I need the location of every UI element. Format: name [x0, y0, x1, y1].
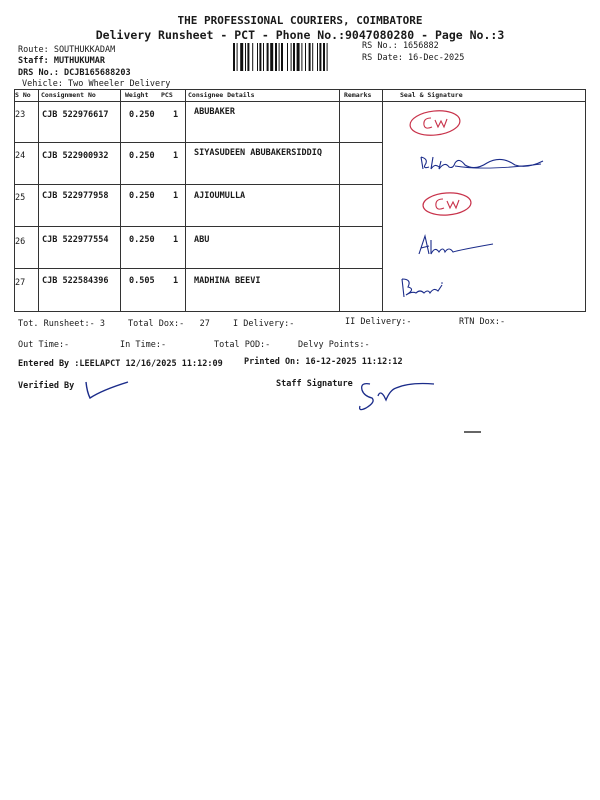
ii-delivery: II Delivery:- — [345, 317, 412, 327]
row-consignee: MADHINA BEEVI — [194, 276, 261, 286]
runsheet-subtitle: Delivery Runsheet - PCT - Phone No.:9047080280 - Page No.:3 — [95, 28, 505, 42]
delvy-points: Delvy Points:- — [298, 340, 370, 350]
row-consignment: CJB 522900932 — [42, 151, 109, 161]
row-pcs: 1 — [173, 110, 179, 120]
header-remarks: Remarks — [344, 91, 372, 99]
header-consignment: Consignment No — [41, 91, 96, 99]
row-consignment: CJB 522584396 — [42, 276, 109, 286]
barcode-image — [233, 43, 357, 71]
row-consignment: CJB 522977958 — [42, 191, 109, 201]
total-pod: Total POD:- — [214, 340, 271, 350]
entered-by: Entered By :LEELAPCT 12/16/2025 11:12:09 — [18, 359, 223, 369]
staff-signature-label: Staff Signature — [276, 379, 353, 389]
rtn-dox: RTN Dox:- — [459, 317, 506, 327]
row-sno: 25 — [15, 193, 26, 203]
header-pcs: PCS — [161, 91, 173, 99]
row-weight: 0.250 — [129, 110, 155, 120]
i-delivery: I Delivery:- — [233, 319, 295, 329]
row-consignment: CJB 522977554 — [42, 235, 109, 245]
verifier-signature — [82, 378, 132, 404]
runsheet-table — [14, 89, 586, 312]
row-pcs: 1 — [173, 191, 179, 201]
row-consignee: SIYASUDEEN ABUBAKERSIDDIQ — [194, 148, 322, 158]
staff-signature — [350, 376, 440, 416]
signature-cw-stamp — [419, 189, 477, 219]
row-consignee: ABUBAKER — [194, 107, 235, 117]
in-time: In Time:- — [120, 340, 167, 350]
signature-abu — [415, 232, 495, 262]
signature-scribble — [415, 151, 551, 177]
row-weight: 0.250 — [129, 235, 155, 245]
total-dox: Total Dox:- 27 — [128, 319, 210, 329]
row-pcs: 1 — [173, 235, 179, 245]
verified-by-label: Verified By — [18, 381, 75, 391]
row-weight: 0.250 — [129, 151, 155, 161]
staff: Staff: MUTHUKUMAR — [18, 56, 105, 66]
row-consignment: CJB 522976617 — [42, 110, 109, 120]
vehicle: Vehicle: Two Wheeler Delivery — [22, 79, 171, 89]
row-sno: 23 — [15, 110, 26, 120]
header-weight: Weight — [125, 91, 149, 99]
row-weight: 0.505 — [129, 276, 155, 286]
row-sno: 24 — [15, 151, 26, 161]
out-time: Out Time:- — [18, 340, 70, 350]
header-seal-signature: Seal & Signature — [400, 91, 463, 99]
printed-on: Printed On: 16-12-2025 11:12:12 — [244, 357, 403, 367]
signature-cw-stamp — [407, 106, 463, 138]
row-pcs: 1 — [173, 151, 179, 161]
rs-date: RS Date: 16-Dec-2025 — [362, 53, 465, 63]
header-consignee: Consignee Details — [188, 91, 255, 99]
row-pcs: 1 — [173, 276, 179, 286]
row-sno: 27 — [15, 278, 26, 288]
rs-number: RS No.: 1656882 — [362, 41, 439, 51]
company-title: THE PROFESSIONAL COURIERS, COIMBATORE — [177, 14, 423, 27]
scan-mark — [463, 430, 483, 434]
signature-beevi — [398, 275, 448, 301]
header-sno: S No — [15, 91, 31, 99]
tot-runsheet: Tot. Runsheet:- 3 — [18, 319, 105, 329]
row-weight: 0.250 — [129, 191, 155, 201]
row-consignee: ABU — [194, 235, 210, 245]
route: Route: SOUTHUKKADAM — [18, 45, 116, 55]
drs-number: DRS No.: DCJB165688203 — [18, 68, 131, 78]
row-consignee: AJIOUMULLA — [194, 191, 246, 201]
row-sno: 26 — [15, 237, 26, 247]
